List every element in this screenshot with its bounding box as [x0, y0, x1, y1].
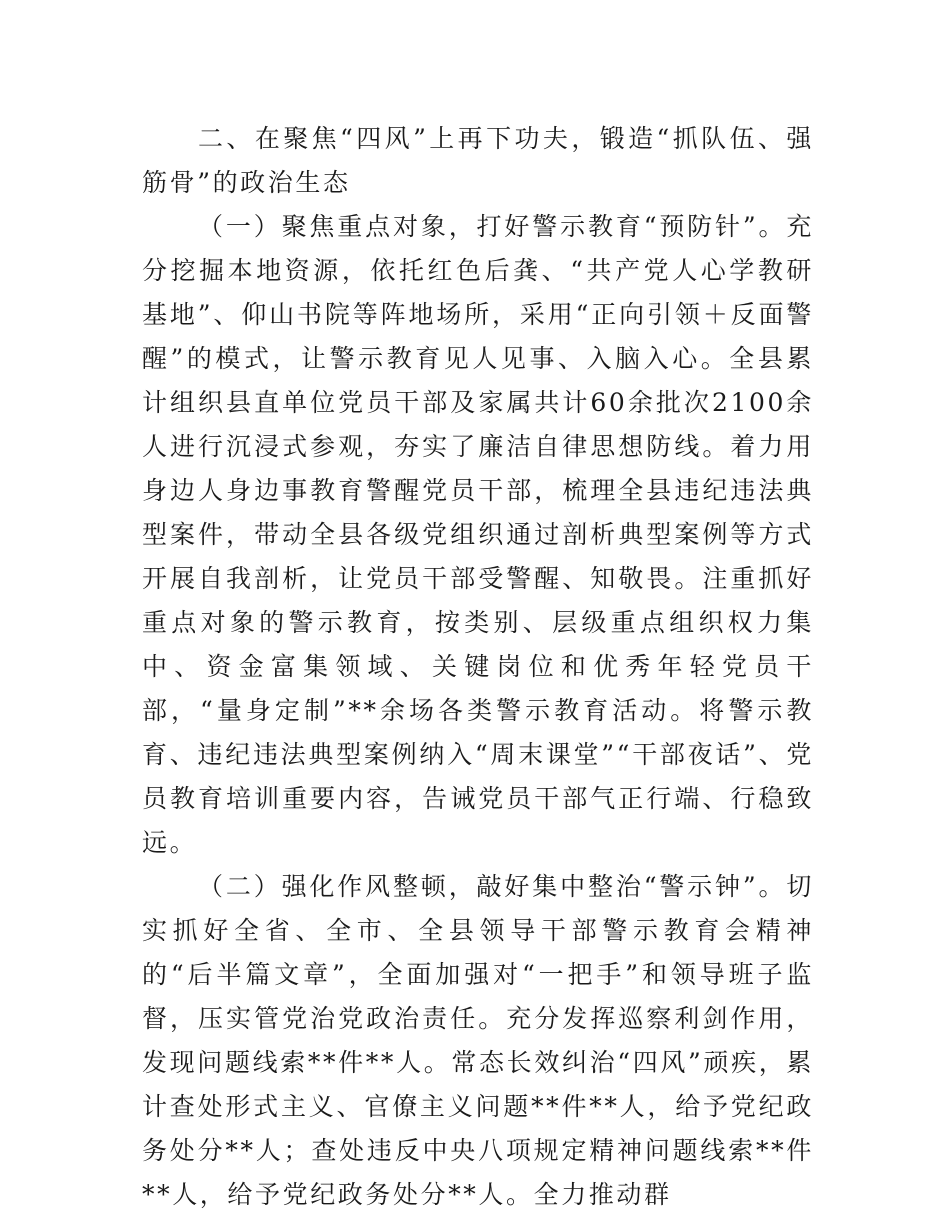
paragraph-style-rectification: （二）强化作风整顿，敲好集中整治“警示钟”。切实抓好全省、全市、全县领导干部警示教育会精神的“后半篇文章”，全面加强对“一把手”和领导班子监督，压实管党治党政治责任。充分发挥巡察利剑作用，发现问题线索**件**人。常态长效纠治“四风”顽疾，累计查处形式主义、官僚主义问题**件**人，给予党纪政务处分**人；查处违反中央八项规定精神问题线索**件**人，给予党纪政务处分**人。全力推动群: [142, 872, 814, 1209]
paragraph-key-targets: （一）聚焦重点对象，打好警示教育“预防针”。充分挖掘本地资源，依托红色后龚、“共产党人心学教研基地”、仰山书院等阵地场所，采用“正向引领＋反面警醒”的模式，让警示教育见人见事、入脑入心。全县累计组织县直单位党员干部及家属共计60余批次2100余人进行沉浸式参观，夯实了廉洁自律思想防线。着力用身边人身边事教育警醒党员干部，梳理全县违纪违法典型案件，带动全县各级党组织通过剖析典型案例等方式开展自我剖析，让党员干部受警醒、知敬畏。注重抓好重点对象的警示教育，按类别、层级重点组织权力集中、资金富集领域、关键岗位和优秀年轻党员干部，“量身定制”**余场各类警示教育活动。将警示教育、违纪违法典型案例纳入“周末课堂”“干部夜话”、党员教育培训重要内容，告诫党员干部气正行端、行稳致远。: [142, 212, 814, 857]
document-body: [142, 117, 814, 1217]
section-heading: 二、在聚焦“四风”上再下功夫，锻造“抓队伍、强筋骨”的政治生态: [142, 124, 814, 197]
